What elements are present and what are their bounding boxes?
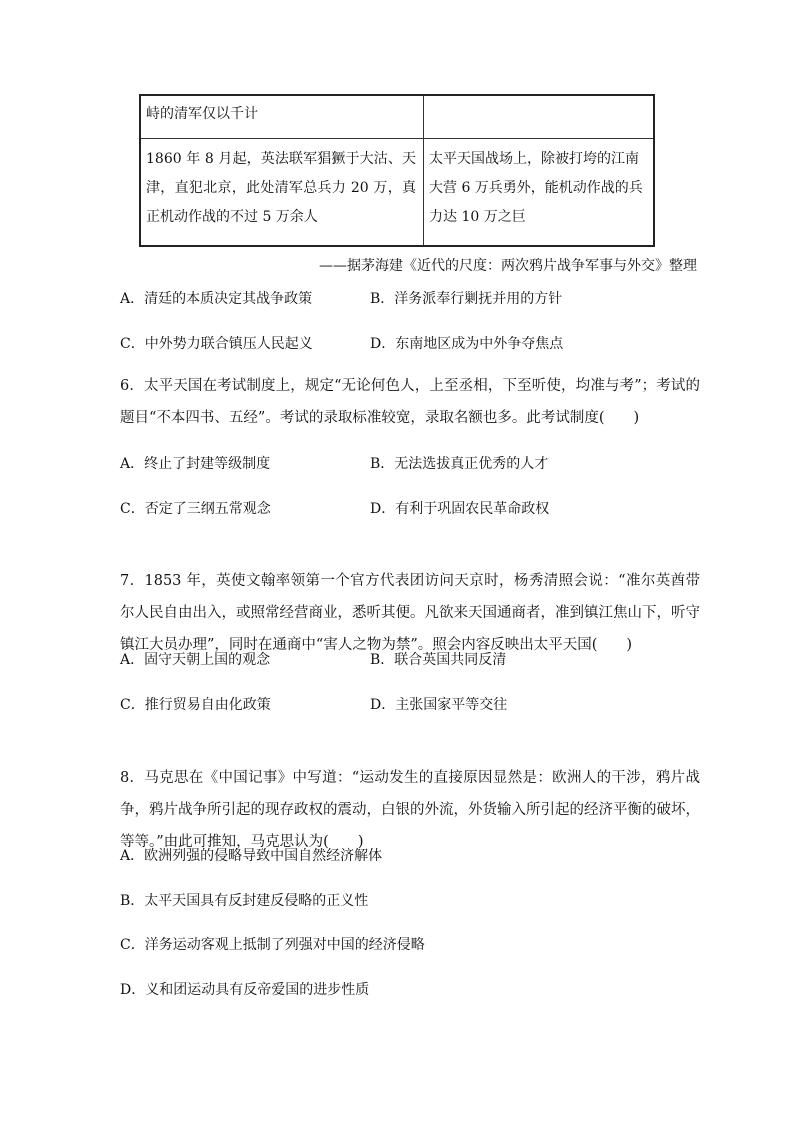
- q7-option-b[interactable]: B．联合英国共同反清: [370, 652, 507, 668]
- q5-option-c[interactable]: C．中外势力联合镇压人民起义: [120, 336, 313, 352]
- q7-option-c[interactable]: C．推行贸易自由化政策: [120, 697, 271, 713]
- q8-option-c[interactable]: C．洋务运动客观上抵制了列强对中国的经济侵略: [120, 937, 425, 953]
- q6-option-b[interactable]: B．无法选拔真正优秀的人才: [370, 456, 549, 472]
- q8-option-d[interactable]: D．义和团运动具有反帝爱国的进步性质: [120, 982, 370, 998]
- q7-stem: 7．1853 年，英使文翰率领第一个官方代表团访问天京时，杨秀清照会说：“准尔英酋带尔人民自由出入，或照常经营商业，悉听其便。凡欲来天国通商者，准到镇江焦山下，听守镇江大员办理”，同时在通商中“害人之物为禁”。照会内容反映出太平天国( ): [120, 573, 700, 653]
- table-horizontal-divider: [141, 138, 653, 139]
- q6-option-c[interactable]: C．否定了三纲五常观念: [120, 501, 271, 517]
- table-cell-row2-left: 1860 年 8 月起，英法联军猖獗于大沽、天津，直犯北京，此处清军总兵力 20 万，真正机动作战的不过 5 万余人: [146, 151, 416, 225]
- table-vertical-divider: [423, 96, 424, 245]
- source-citation: ——据茅海建《近代的尺度：两次鸦片战争军事与外交》整理: [319, 258, 697, 274]
- q5-option-a[interactable]: A．清廷的本质决定其战争政策: [120, 291, 313, 307]
- q8-stem: 8．马克思在《中国记事》中写道：“运动发生的直接原因显然是：欧洲人的干涉，鸦片战争，鸦片战争所引起的现存政权的震动，白银的外流，外货输入所引起的经济平衡的破坏，等等。”由此可推知，马克思认为( ): [120, 770, 700, 850]
- q6-option-a[interactable]: A．终止了封建等级制度: [120, 456, 271, 472]
- q7-option-d[interactable]: D．主张国家平等交往: [370, 697, 508, 713]
- q8-option-b[interactable]: B．太平天国具有反封建反侵略的正义性: [120, 893, 369, 909]
- table-cell-row2-right: 太平天国战场上，除被打垮的江南大营 6 万兵勇外，能机动作战的兵力达 10 万之巨: [429, 151, 643, 225]
- q5-option-d[interactable]: D．东南地区成为中外争夺焦点: [370, 336, 564, 352]
- q6-stem: 6．太平天国在考试制度上，规定“无论何色人，上至丞相，下至听使，均准与考”；考试的题目“不本四书、五经”。考试的录取标准较宽，录取名额也多。此考试制度( ): [120, 378, 700, 426]
- q7-option-a[interactable]: A．固守天朝上国的观念: [120, 652, 271, 668]
- history-data-table: [139, 94, 655, 247]
- table-cell-row1-left: 峙的清军仅以千计: [146, 106, 258, 122]
- q5-option-b[interactable]: B．洋务派奉行剿抚并用的方针: [370, 291, 563, 307]
- q8-option-a[interactable]: A．欧洲列强的侵略导致中国自然经济解体: [120, 848, 383, 864]
- q6-option-d[interactable]: D．有利于巩固农民革命政权: [370, 501, 550, 517]
